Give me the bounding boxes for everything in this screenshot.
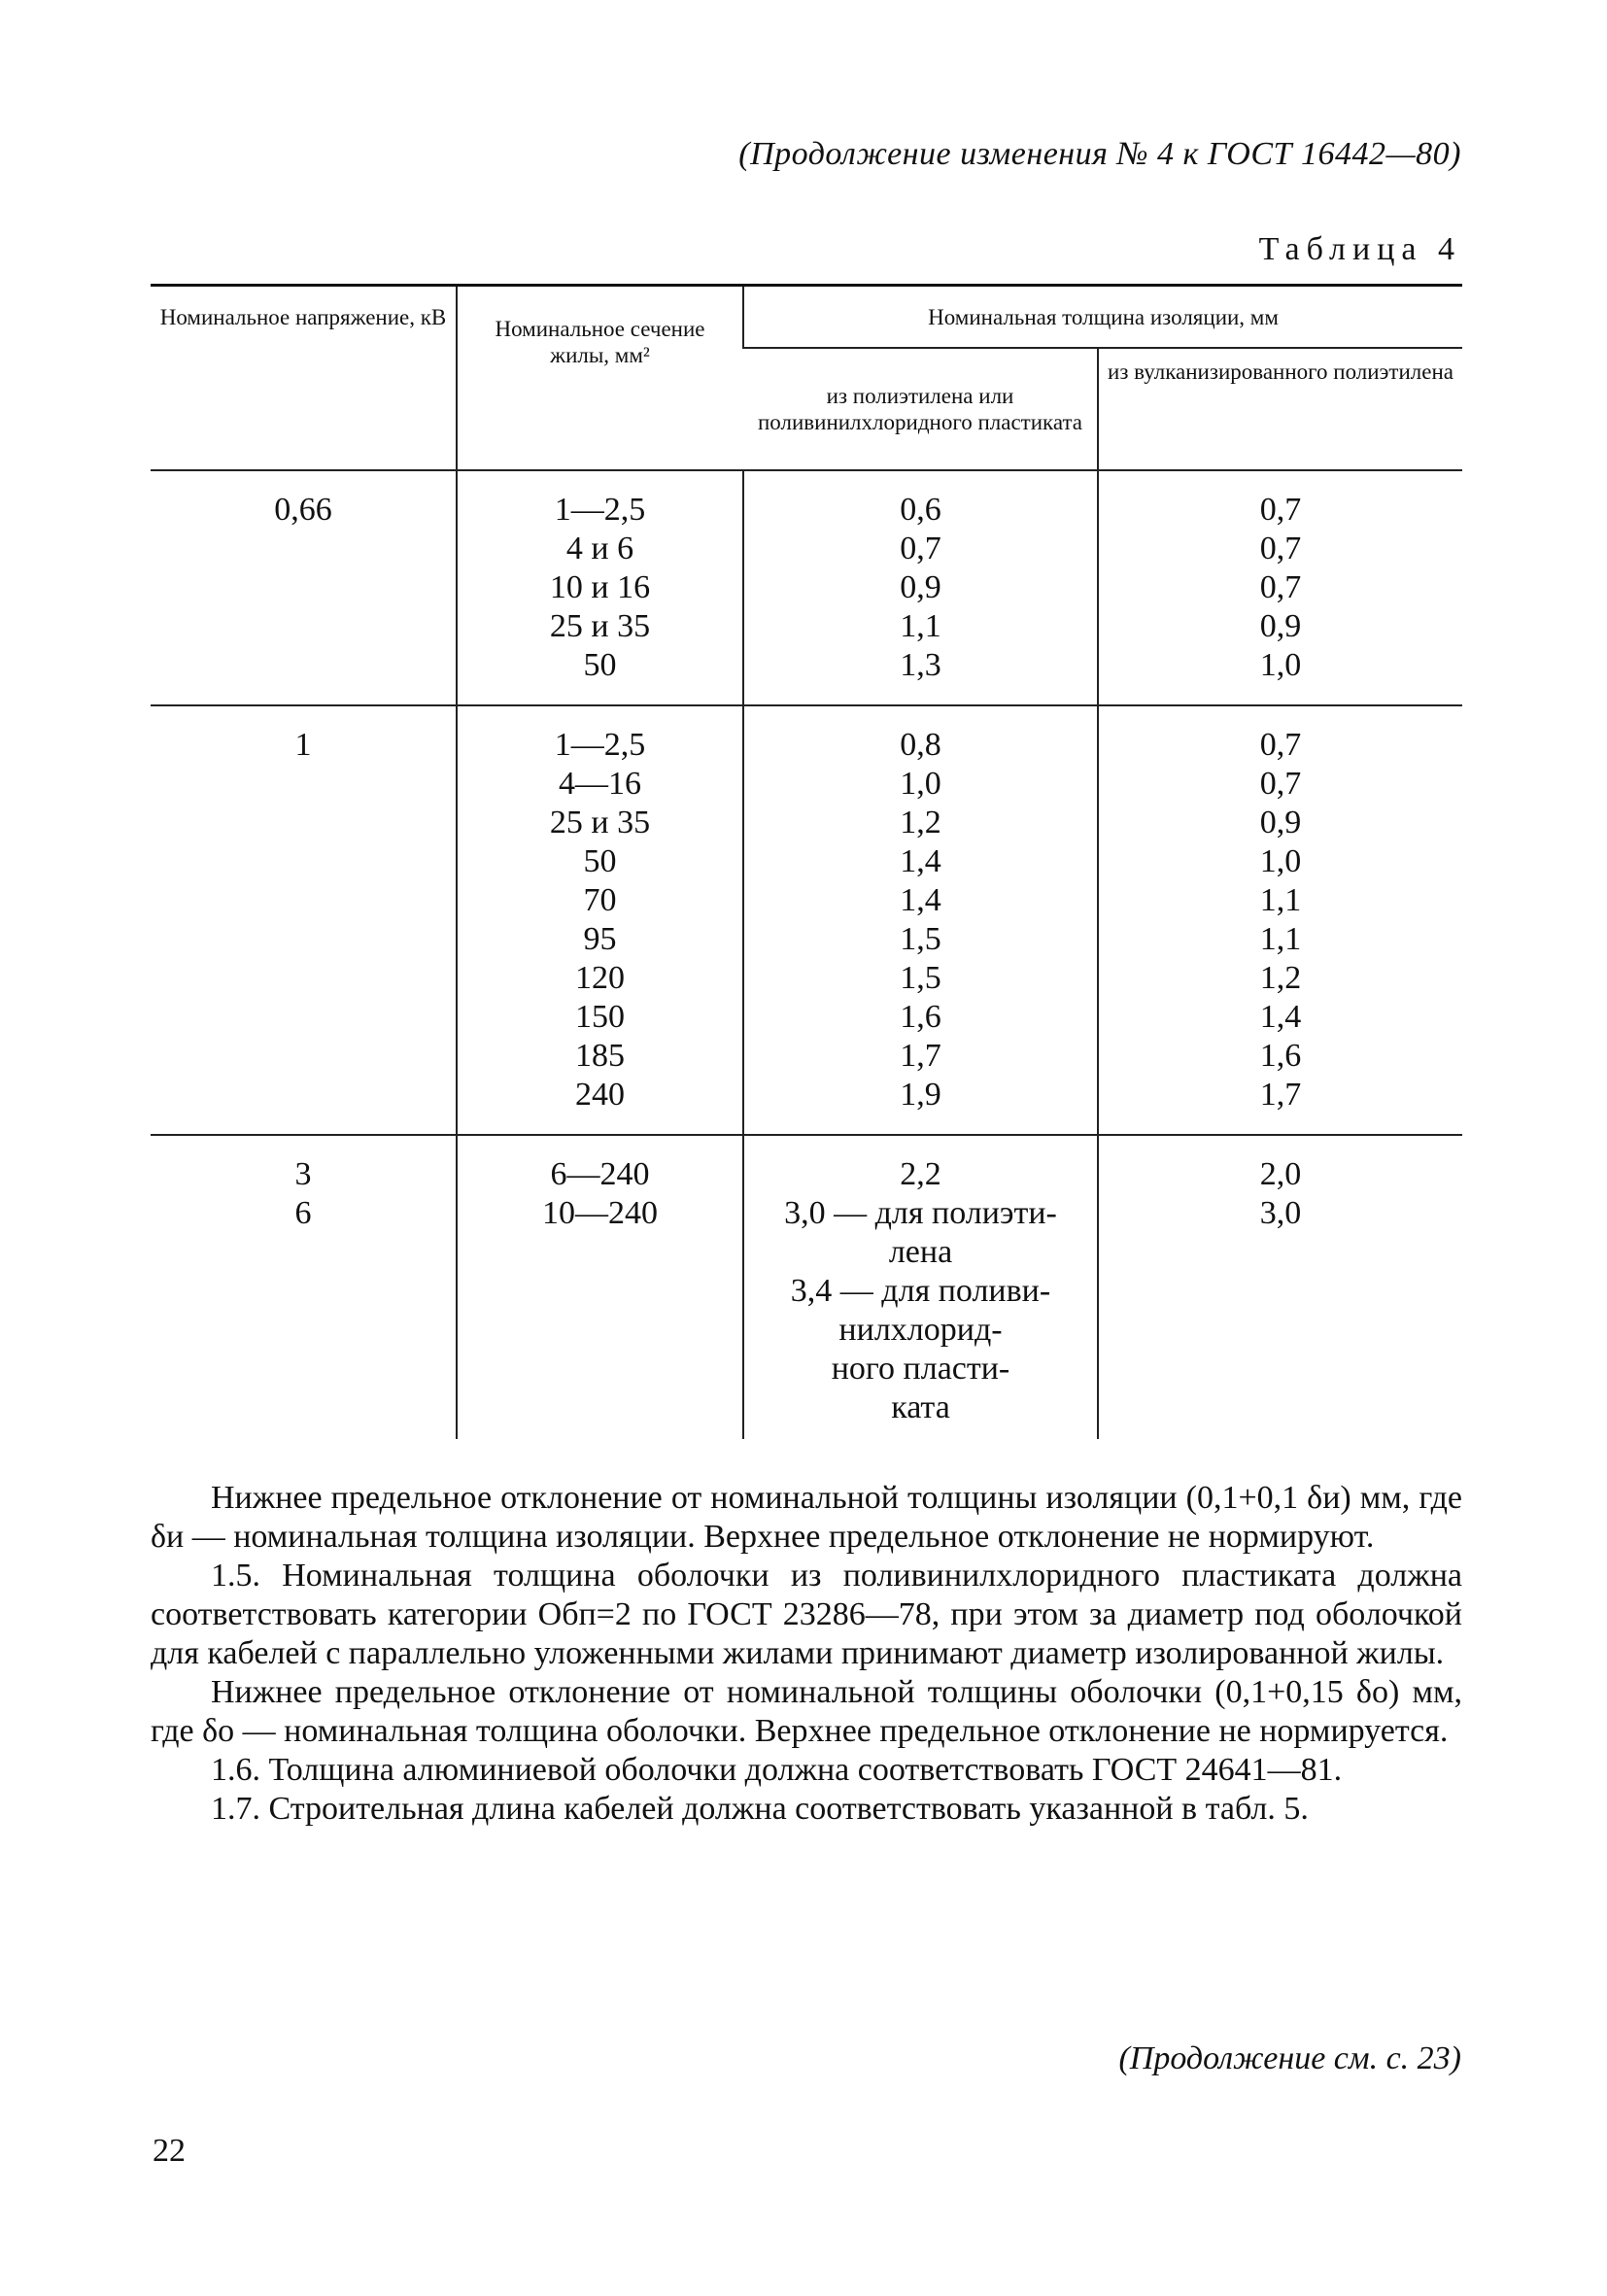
cell-value: 3 (294, 1156, 312, 1192)
cell-value: 1,6 (900, 999, 941, 1035)
continuation-note: (Продолжение см. с. 23) (1118, 2040, 1461, 2076)
cell-voltage (151, 705, 457, 1135)
cell-value: 1,2 (1259, 960, 1302, 996)
cell-value: 3,0 — для полиэти- (784, 1195, 1057, 1231)
cell-value: 120 (575, 960, 625, 996)
cell-value: 2,2 (900, 1156, 941, 1192)
cell-section (457, 705, 743, 1135)
cell-value: 1,5 (900, 960, 941, 996)
page-header: (Продолжение изменения № 4 к ГОСТ 16442—80) (738, 136, 1461, 172)
cell-value: 50 (583, 843, 617, 879)
cell-value: 6—240 (550, 1156, 650, 1192)
cell-voltage (151, 1135, 457, 1439)
cell-value: 0,6 (900, 492, 941, 528)
cell-value: 1,9 (900, 1077, 941, 1113)
cell-value: 1,7 (900, 1038, 941, 1074)
cell-vpe (1098, 470, 1462, 705)
cell-pe-pvc (743, 705, 1098, 1135)
cell-pe-pvc (743, 1135, 1098, 1439)
cell-value: 1,0 (900, 766, 941, 802)
cell-value: 0,7 (1259, 569, 1302, 605)
cell-value: 1,3 (900, 647, 941, 683)
cell-value: 3,0 (1259, 1195, 1302, 1231)
cell-value: лена (888, 1234, 953, 1270)
paragraph-1-7: 1.7. Строительная длина кабелей должна соответствовать указанной в табл. 5. (211, 1791, 1309, 1827)
paragraph-1-6: 1.6. Толщина алюминиевой оболочки должна соответствовать ГОСТ 24641—81. (211, 1752, 1343, 1788)
cell-value: 1 (294, 727, 312, 763)
paragraph-insulation-deviation: Нижнее предельное отклонение от номинальной толщины изоляции (0,1+0,1 δи) мм, где δи — номинальная толщина изоляции. Верхнее предельное отклонение не нормируют. (151, 1480, 1462, 1555)
cell-section (457, 470, 743, 705)
cell-value: 0,9 (1259, 805, 1302, 840)
cell-value: 1,1 (900, 608, 941, 644)
cell-value: 1—2,5 (554, 727, 646, 763)
cell-value: 0,7 (1259, 492, 1302, 528)
cell-value: 1,6 (1259, 1038, 1302, 1074)
cell-value: 1,1 (1259, 921, 1302, 957)
cell-value: 0,9 (1259, 608, 1302, 644)
cell-value: 1,4 (900, 843, 941, 879)
cell-value: 25 и 35 (549, 608, 651, 644)
table-row (151, 705, 1462, 1135)
cell-value: 1,4 (900, 882, 941, 918)
cell-value: нилхлорид- (838, 1312, 1003, 1348)
cell-value: 1,0 (1259, 647, 1302, 683)
cell-value: ката (891, 1389, 950, 1425)
header-insulation-thickness: Номинальная толщина изоляции, мм (743, 286, 1462, 349)
cell-value: 0,9 (900, 569, 941, 605)
cell-value: 1,4 (1259, 999, 1302, 1035)
table-title: Таблица 4 (1258, 231, 1461, 267)
cell-value: 0,7 (1259, 531, 1302, 566)
cell-value: 95 (583, 921, 617, 957)
cell-value: 240 (575, 1077, 625, 1113)
cell-value: 150 (575, 999, 625, 1035)
cell-value: 1,2 (900, 805, 941, 840)
cell-value: 1,5 (900, 921, 941, 957)
header-vpe: из вулканизированного полиэтилена (1098, 348, 1462, 470)
cell-value: 1,1 (1259, 882, 1302, 918)
cell-value: 1,7 (1259, 1077, 1302, 1113)
cell-value: 4—16 (559, 766, 641, 802)
cell-value: 1—2,5 (554, 492, 646, 528)
cell-voltage (151, 470, 457, 705)
cell-value: 4 и 6 (565, 531, 634, 566)
header-section: Номинальное сечение жилы, мм² (457, 286, 743, 471)
cell-value: 0,66 (274, 492, 332, 528)
page-number: 22 (153, 2133, 186, 2169)
cell-value: 2,0 (1259, 1156, 1302, 1192)
cell-pe-pvc (743, 470, 1098, 705)
cell-value: 1,0 (1259, 843, 1302, 879)
insulation-thickness-table (151, 284, 1462, 1439)
cell-value: 185 (575, 1038, 625, 1074)
cell-value: 0,7 (1259, 766, 1302, 802)
cell-value: 10—240 (542, 1195, 658, 1231)
cell-value: 25 и 35 (549, 805, 651, 840)
table-row (151, 470, 1462, 705)
paragraph-1-5: 1.5. Номинальная толщина оболочки из поливинилхлоридного пластиката должна соответствовать категории Обп=2 по ГОСТ 23286—78, при этом за диаметр под оболочкой для кабелей с параллельно уложенными жилами принимают диаметр изолированной жилы. (151, 1558, 1462, 1671)
cell-value: 10 и 16 (549, 569, 651, 605)
cell-value: 0,7 (1259, 727, 1302, 763)
paragraph-sheath-deviation: Нижнее предельное отклонение от номинальной толщины оболочки (0,1+0,15 δо) мм, где δо — номинальная толщина оболочки. Верхнее предельное отклонение не нормируется. (151, 1674, 1462, 1749)
body-text (151, 1479, 1462, 1829)
cell-section (457, 1135, 743, 1439)
cell-value: 3,4 — для поливи- (790, 1273, 1051, 1309)
cell-value: ного пласти- (831, 1351, 1010, 1387)
cell-vpe (1098, 705, 1462, 1135)
cell-value: 0,7 (900, 531, 941, 566)
cell-value: 6 (294, 1195, 312, 1231)
cell-value: 70 (583, 882, 617, 918)
header-pe-pvc: из полиэтилена или поливинилхлоридного пластиката (743, 348, 1098, 470)
cell-value: 50 (583, 647, 617, 683)
cell-vpe (1098, 1135, 1462, 1439)
cell-value: 0,8 (900, 727, 941, 763)
header-voltage: Номинальное напряжение, кВ (159, 305, 447, 329)
table-row (151, 1135, 1462, 1439)
